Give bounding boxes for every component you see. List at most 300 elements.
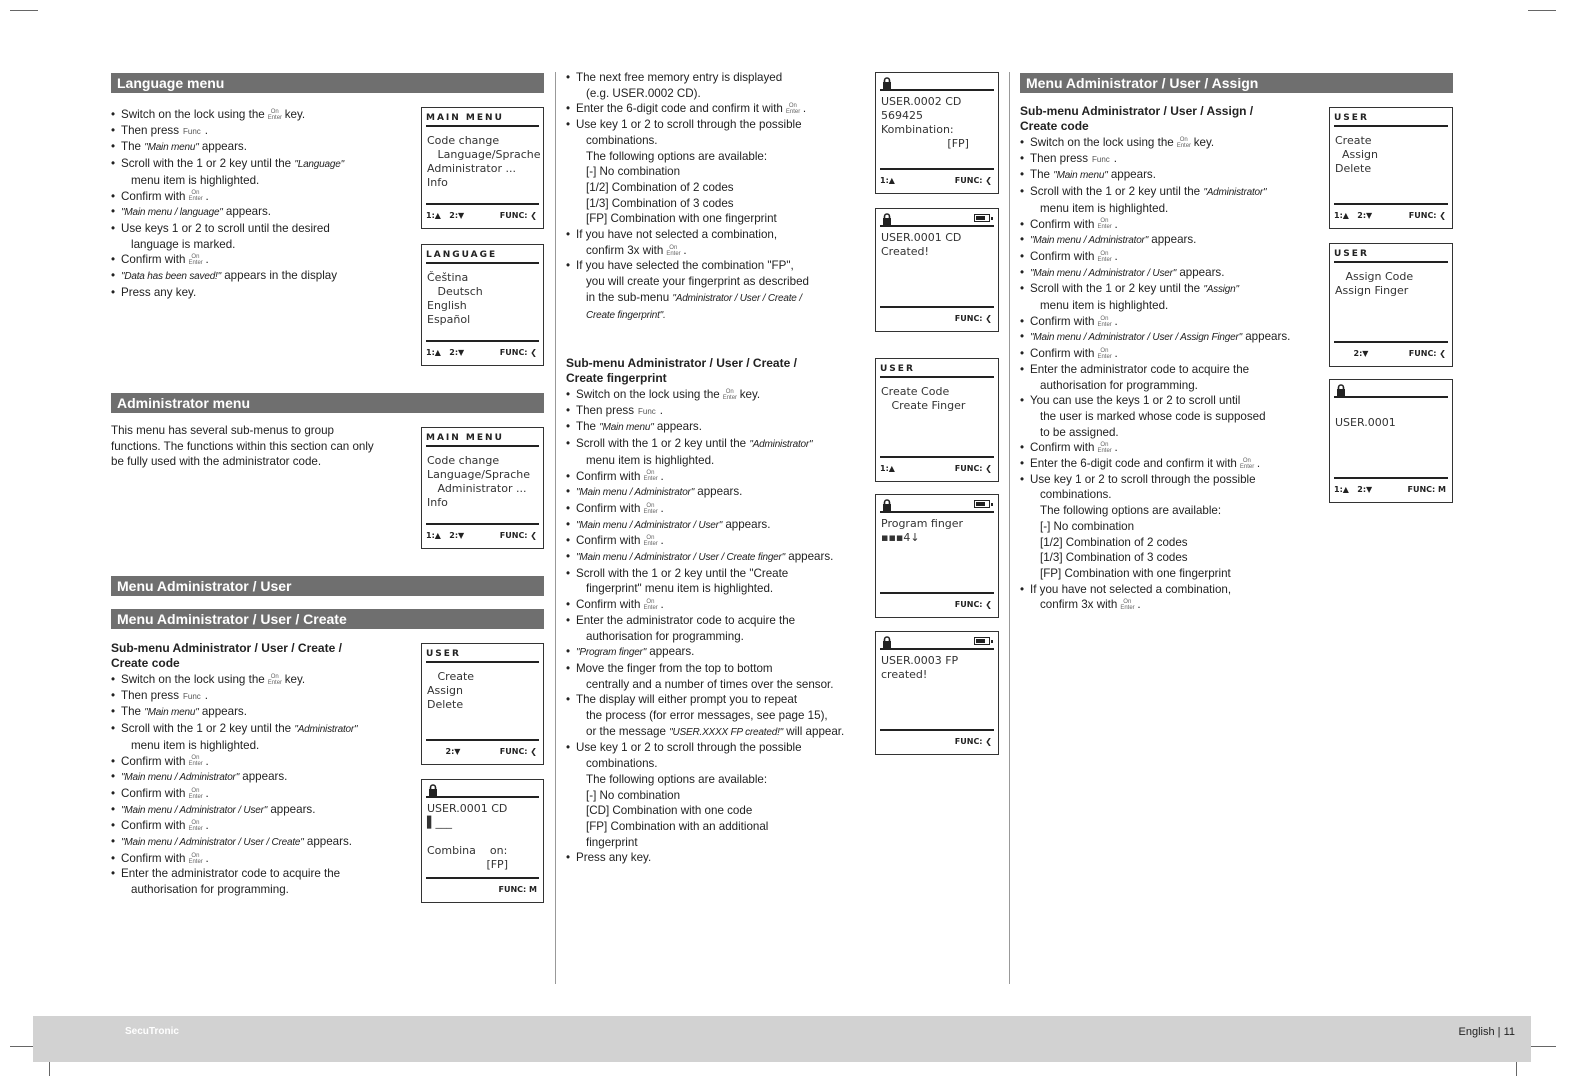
func-key-hint: FUNC: ❮: [499, 348, 537, 357]
step-text: key.: [1193, 136, 1215, 149]
step-item: [566, 533, 866, 549]
crop-mark: [10, 10, 38, 11]
step-item: [111, 851, 411, 867]
display-line: [FP]: [427, 858, 508, 871]
step-item: [1020, 582, 1310, 598]
on-enter-key-icon: On Enter: [643, 502, 658, 515]
display-footer: [426, 739, 539, 759]
menu-path-text: "Main menu / Administrator / User": [1030, 267, 1177, 279]
step-text: Scroll with the 1 or 2 key until the: [1030, 282, 1201, 296]
display-line: Create Code: [881, 385, 950, 398]
step-text: Scroll with the 1 or 2 key until the: [121, 157, 292, 171]
display-line: [1335, 402, 1447, 416]
step-item: [111, 866, 411, 882]
lock-icon: [882, 77, 892, 89]
battery-level: [976, 216, 985, 220]
step-item: [566, 724, 866, 741]
step-text: Confirm with: [576, 469, 641, 483]
step-text: Confirm with: [1030, 441, 1095, 455]
step-text: Switch on the lock using the: [576, 388, 720, 401]
step-text: combinations.: [586, 133, 658, 147]
step-item: [1020, 314, 1310, 330]
lock-icon: [882, 499, 892, 511]
step-item: [566, 613, 866, 629]
step-item: [111, 754, 411, 770]
step-item: [566, 517, 866, 534]
step-item: [1020, 281, 1310, 298]
display-line: Create: [427, 670, 475, 683]
display-line: Info: [427, 496, 448, 509]
func-key-hint: FUNC: ❮: [1408, 349, 1446, 358]
battery-icon: [974, 637, 990, 645]
display-footer: [880, 729, 994, 749]
option-text: [-] No combination: [586, 788, 681, 802]
display-line: Create Finger: [881, 399, 966, 412]
step-item: [111, 237, 411, 253]
display-line: Info: [427, 176, 448, 189]
scroll-keys-hint: 1:▲ 2:▼: [1334, 211, 1373, 220]
display-user-0001: [1329, 379, 1453, 503]
step-item: [566, 644, 866, 661]
display-title: MAIN MENU: [426, 113, 539, 127]
display-assign-code: [1329, 243, 1453, 367]
step-text: .: [1114, 347, 1118, 361]
option-text: [FP] Combination with one fingerprint: [1040, 566, 1231, 580]
step-text: .: [205, 754, 209, 768]
step-item: [566, 243, 856, 259]
step-item: [566, 101, 856, 117]
step-item: [566, 756, 866, 772]
step-item: [1020, 265, 1310, 282]
display-line: Combina on:: [427, 844, 508, 857]
display-line: [FP]: [881, 137, 969, 150]
scroll-keys-hint: 1:▲ 2:▼: [426, 211, 465, 220]
on-enter-key-icon: On Enter: [643, 535, 658, 548]
step-text: appears.: [788, 550, 834, 564]
step-item: [566, 164, 856, 180]
step-item: [1020, 298, 1310, 314]
step-text: .: [660, 534, 664, 548]
step-text: appears.: [1245, 330, 1291, 344]
func-key-icon: Func: [1092, 154, 1110, 164]
menu-path-text: "Main menu": [599, 422, 654, 434]
menu-path-text: "Administrator": [749, 439, 813, 451]
step-item: [1020, 566, 1310, 582]
step-item: [111, 285, 411, 301]
step-text: Confirm with: [576, 598, 641, 612]
step-item: [1020, 217, 1310, 233]
subsection-title-create-code: Sub-menu Administrator / User / Create / Create code: [111, 641, 342, 670]
display-body: [427, 670, 538, 712]
display-user-code: [421, 779, 544, 903]
step-item: [566, 436, 866, 453]
step-text: menu item is highlighted.: [1040, 299, 1169, 313]
menu-path-text: "Language": [294, 159, 344, 171]
display-line: Čeština: [427, 271, 469, 284]
on-enter-key-icon: On Enter: [188, 755, 203, 768]
step-text: The display will either prompt you to repeat: [576, 693, 798, 707]
step-item: [111, 156, 411, 173]
func-key-hint: FUNC: ❮: [954, 314, 992, 323]
step-text: fingerprint" menu item is highlighted.: [586, 582, 774, 596]
display-line: Code change: [427, 454, 500, 467]
step-text: Press any key.: [121, 285, 197, 299]
step-text: combinations.: [586, 757, 658, 771]
step-text: Then press: [121, 123, 179, 137]
func-key-hint: FUNC: ❮: [499, 747, 537, 756]
step-text: appears.: [270, 802, 316, 816]
option-text: [FP] Combination with one fingerprint: [586, 212, 777, 226]
step-item: [1020, 409, 1310, 425]
step-text: appears.: [1110, 168, 1156, 182]
option-text: [1/2] Combination of 2 codes: [1040, 535, 1188, 549]
on-enter-key-icon: On Enter: [1120, 599, 1135, 612]
func-key-icon: Func: [183, 691, 201, 701]
display-user-created: [875, 208, 999, 332]
step-text: .: [205, 819, 209, 833]
step-text: You can use the keys 1 or 2 to scroll until: [1030, 394, 1241, 408]
display-line: Create: [1335, 134, 1372, 147]
step-text: Confirm with: [121, 253, 186, 267]
scroll-keys-hint: 2:▼: [1334, 349, 1369, 358]
step-item: [566, 180, 856, 196]
on-enter-key-icon: On Enter: [188, 190, 203, 203]
step-item: [566, 708, 866, 724]
menu-path-text: "Data has been saved!": [121, 271, 221, 283]
step-item: [111, 173, 411, 189]
step-item: [1020, 597, 1310, 613]
step-text: Press any key.: [576, 851, 652, 865]
step-item: [566, 501, 866, 517]
step-item: [566, 692, 866, 708]
display-footer: [880, 168, 994, 188]
brand-name: SecuTronic: [125, 1026, 179, 1037]
step-text: Enter the administrator code to acquire the: [576, 613, 796, 627]
display-line: USER.0002 CD: [881, 95, 962, 108]
step-item: [566, 227, 856, 243]
step-text: menu item is highlighted.: [1040, 201, 1169, 215]
step-item: [566, 86, 856, 102]
step-text: appears.: [201, 705, 247, 719]
page-number: English | 11: [1458, 1026, 1515, 1038]
step-text: The: [576, 420, 596, 434]
step-item: [111, 802, 411, 819]
display-line: Delete: [1335, 162, 1372, 175]
step-text: Switch on the lock using the: [121, 673, 265, 686]
on-enter-key-icon: On Enter: [1097, 348, 1112, 361]
display-main-menu-admin: [421, 427, 544, 549]
step-item: [111, 786, 411, 802]
display-body: [427, 271, 538, 327]
step-text: in the sub-menu: [586, 290, 670, 304]
step-text: .: [802, 102, 807, 116]
menu-path-text: "Main menu": [144, 142, 199, 154]
step-text: appears.: [697, 485, 743, 499]
on-enter-key-icon: On Enter: [267, 108, 283, 121]
step-item: [566, 484, 866, 501]
step-text: Scroll with the 1 or 2 key until the "Create: [576, 566, 789, 580]
step-text: Scroll with the 1 or 2 key until the: [1030, 185, 1201, 199]
option-text: [1/3] Combination of 3 codes: [586, 196, 734, 210]
func-key-hint: FUNC: ❮: [954, 464, 992, 473]
step-text: The: [121, 705, 141, 719]
display-footer: [426, 203, 539, 223]
battery-icon: [974, 214, 990, 222]
step-item: [1020, 151, 1310, 168]
on-enter-key-icon: On Enter: [643, 599, 658, 612]
menu-path-text: "Main menu / Administrator": [576, 487, 695, 499]
step-text: key.: [739, 388, 761, 401]
display-footer: [1334, 477, 1448, 497]
display-line: Code change: [427, 134, 500, 147]
on-enter-key-icon: On Enter: [1239, 458, 1255, 470]
step-text: appears.: [242, 770, 288, 784]
step-text: appears.: [1179, 265, 1225, 279]
on-enter-key-icon: On Enter: [188, 852, 203, 865]
step-text: combinations.: [1040, 488, 1112, 502]
step-text: Confirm with: [121, 786, 186, 800]
display-divider: [1334, 396, 1448, 398]
step-item: [566, 850, 866, 866]
scroll-keys-hint: 1:▲ 2:▼: [426, 348, 465, 357]
step-text: Confirm with: [121, 851, 186, 865]
step-text: .: [660, 598, 664, 612]
display-body: [881, 231, 993, 259]
scroll-keys-hint: 1:▲: [880, 176, 895, 185]
menu-path-text: "Main menu / language": [121, 207, 223, 219]
display-body: [881, 385, 993, 413]
display-title: LANGUAGE: [426, 250, 539, 264]
step-text: to be assigned.: [1040, 425, 1119, 439]
step-item: [1020, 519, 1310, 535]
on-enter-key-icon: On Enter: [785, 103, 801, 116]
step-text: Use key 1 or 2 to scroll through the possible: [576, 118, 802, 132]
step-text: Use key 1 or 2 to scroll through the possible: [576, 741, 802, 755]
step-item: [111, 107, 411, 123]
option-text: fingerprint: [586, 835, 638, 849]
step-item: [566, 788, 866, 804]
step-item: [566, 549, 866, 566]
display-line: 569425: [881, 109, 923, 122]
step-item: [1020, 472, 1310, 488]
step-text: appears.: [649, 645, 695, 659]
display-line: Language/Sprache: [427, 148, 541, 161]
create-code-steps: [111, 672, 411, 898]
step-text: .: [1114, 249, 1118, 263]
step-text: appears.: [306, 835, 352, 849]
step-item: [566, 149, 856, 165]
display-user-create: [421, 643, 544, 765]
step-text: If you have not selected a combination,: [576, 228, 778, 242]
step-text: key.: [284, 673, 306, 686]
assign-code-steps: [1020, 135, 1310, 613]
display-line: USER.0003 FP: [881, 654, 959, 667]
step-item: [566, 835, 866, 851]
step-item: [111, 769, 411, 786]
on-enter-key-icon: On Enter: [188, 820, 203, 833]
display-body: [881, 95, 993, 151]
step-text: menu item is highlighted.: [586, 453, 715, 467]
display-body: [1335, 402, 1447, 430]
display-title: USER: [426, 649, 539, 663]
step-item: [111, 834, 411, 851]
section-title-user-assign: Menu Administrator / User / Assign: [1020, 73, 1453, 93]
step-text: Scroll with the 1 or 2 key until the: [576, 437, 747, 451]
display-footer: [426, 523, 539, 543]
option-text: [-] No combination: [1040, 519, 1135, 533]
step-item: [566, 117, 856, 133]
on-enter-key-icon: On Enter: [643, 470, 658, 483]
step-text: confirm 3x with: [1040, 598, 1118, 612]
step-text: The next free memory entry is displayed: [576, 71, 783, 84]
display-body: [427, 454, 538, 510]
display-footer: [880, 306, 994, 326]
display-divider: [426, 796, 539, 798]
step-text: appears.: [656, 420, 702, 434]
step-text: If you have not selected a combination,: [1030, 582, 1232, 596]
display-user-0002: [875, 72, 999, 194]
step-text: .: [1114, 217, 1118, 231]
step-item: [566, 403, 866, 420]
step-item: [1020, 362, 1310, 378]
step-text: Enter the 6-digit code and confirm it with: [576, 102, 783, 116]
func-key-hint: FUNC: ❮: [499, 211, 537, 220]
step-item: [566, 772, 866, 788]
step-text: the user is marked whose code is supposed: [1040, 409, 1266, 423]
step-text: Then press: [576, 403, 634, 417]
step-text: The following options are available:: [1040, 504, 1222, 518]
func-key-hint: FUNC: M: [1407, 485, 1446, 494]
func-key-hint: FUNC: ❮: [1408, 211, 1446, 220]
step-item: [1020, 184, 1310, 201]
step-item: [111, 818, 411, 834]
display-program-finger: [875, 494, 999, 618]
step-text: .: [659, 403, 664, 417]
step-text: or the message: [586, 724, 666, 738]
display-line: USER.0001 CD: [427, 802, 508, 815]
option-text: [FP] Combination with an additional: [586, 819, 769, 833]
display-line: Program finger: [881, 517, 964, 530]
step-text: appears in the display: [224, 269, 338, 283]
step-text: appears.: [725, 517, 771, 531]
display-line: Assign: [1335, 148, 1378, 161]
step-item: [111, 688, 411, 705]
display-line: Deutsch: [427, 285, 483, 298]
step-item: [1020, 135, 1310, 151]
step-text: Enter the administrator code to acquire the: [1030, 362, 1250, 376]
step-text: Confirm with: [121, 819, 186, 833]
menu-path-text: "Administrator": [1203, 187, 1267, 199]
step-item: [1020, 249, 1310, 265]
step-item: [1020, 232, 1310, 249]
create-code-continued-steps: [566, 70, 856, 323]
step-item: [566, 661, 866, 677]
step-item: [1020, 425, 1310, 441]
display-body: [1335, 134, 1447, 176]
option-text: [1/3] Combination of 3 codes: [1040, 551, 1188, 565]
display-title: USER: [1334, 113, 1448, 127]
step-item: [566, 290, 856, 307]
step-text: language is marked.: [131, 237, 236, 251]
step-text: the process (for error messages, see page 15),: [586, 709, 828, 723]
step-text: Confirm with: [576, 534, 641, 548]
display-divider: [880, 648, 994, 650]
step-item: [111, 738, 411, 754]
step-item: [566, 133, 856, 149]
step-item: [566, 70, 856, 86]
menu-path-text: "Main menu / Administrator / User / Create finger": [576, 552, 786, 564]
step-text: appears.: [1151, 233, 1197, 247]
display-footer: [426, 877, 539, 897]
step-text: .: [1114, 314, 1118, 328]
step-item: [111, 882, 411, 898]
crop-mark: [1528, 1046, 1556, 1047]
step-item: [111, 204, 411, 221]
step-text: Enter the 6-digit code and confirm it with: [1030, 457, 1237, 471]
step-text: appears.: [225, 205, 272, 219]
lock-icon: [882, 213, 892, 225]
admin-description: This menu has several sub-menus to group functions. The functions within this section can only be fully used with the administrator code.: [111, 424, 374, 469]
display-line: ▪▪▪4↓: [881, 531, 920, 544]
subsection-title-assign-code: Sub-menu Administrator / User / Assign / Create code: [1020, 104, 1254, 133]
on-enter-key-icon: On Enter: [1097, 315, 1112, 328]
display-footer: [426, 340, 539, 360]
display-line: ▌___: [427, 816, 452, 829]
step-text: Then press: [121, 688, 179, 702]
step-item: [111, 221, 411, 237]
menu-path-text: "Program finger": [576, 647, 647, 659]
display-line: USER.0001 CD: [881, 231, 962, 244]
display-body: [881, 517, 993, 545]
on-enter-key-icon: On Enter: [1097, 250, 1112, 263]
step-text: Switch on the lock using the: [121, 108, 265, 121]
step-item: [111, 704, 411, 721]
display-line: Assign Code: [1335, 270, 1414, 283]
on-enter-key-icon: On Enter: [666, 244, 681, 257]
step-item: [566, 453, 866, 469]
step-text: .: [205, 189, 209, 203]
step-item: [566, 258, 856, 274]
display-line: USER.0001: [1335, 416, 1396, 429]
on-enter-key-icon: On Enter: [188, 254, 203, 267]
menu-path-text: "Administrator / User / Create /: [672, 292, 802, 304]
menu-path-text: "Main menu": [144, 707, 199, 719]
step-item: [566, 211, 856, 227]
step-item: [566, 581, 866, 597]
create-fingerprint-steps: [566, 387, 866, 866]
page-footer: [33, 1016, 1531, 1062]
step-item: [111, 672, 411, 688]
step-text: .: [205, 786, 209, 800]
step-text: .: [205, 253, 209, 267]
display-body: [427, 134, 541, 190]
display-divider: [880, 89, 994, 91]
language-steps: [111, 107, 411, 300]
step-text: The following options are available:: [586, 772, 768, 786]
step-text: Confirm with: [121, 189, 186, 203]
menu-path-text: "USER.XXXX FP created!": [669, 726, 783, 738]
display-body: [881, 654, 993, 682]
display-user-create-finger: [875, 358, 999, 482]
func-key-icon: Func: [638, 406, 656, 416]
display-line: created!: [881, 668, 928, 681]
step-text: key.: [284, 108, 306, 121]
on-enter-key-icon: On Enter: [1176, 136, 1192, 149]
step-item: [111, 123, 411, 140]
step-item: [566, 387, 866, 403]
battery-icon: [974, 500, 990, 508]
step-item: [566, 819, 866, 835]
